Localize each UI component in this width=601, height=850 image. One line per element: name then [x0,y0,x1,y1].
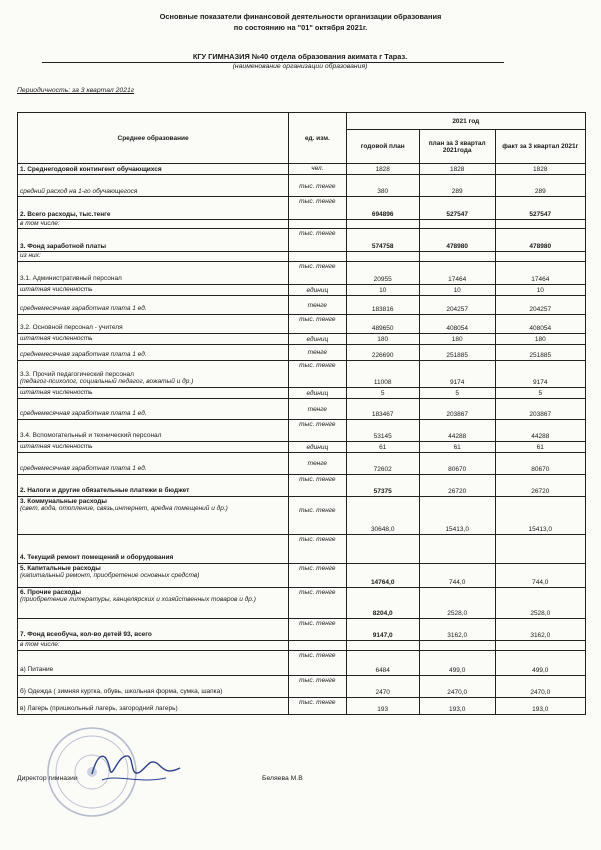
table-row: 3. Коммунальные расходы (свет, вода, отопление, связь,интернет, аредна помещений и др.) тыс. тенге 30648,0 15413,0 15413,0 [18,496,586,534]
director-label: Директор гимназии [17,775,78,782]
table-row: штатная численность единиц 5 5 5 [18,387,586,398]
table-row: 6. Прочие расходы (приобретение литературы, канцелярских и хозяйственных товаров и др.) тыс. тенге 8204,0 2528,0 2528,0 [18,587,586,618]
financial-table [17,112,586,715]
director-signature [88,744,184,790]
table-row: в том числе: [18,220,586,229]
table-row: штатная численность единиц 180 180 180 [18,333,586,344]
periodicity: Периодичность: за 3 квартал 2021г [17,87,135,94]
table-row: б) Одежда ( зимняя куртка, обувь, школьная форма, сумка, шапка) тыс. тенге 2470 2470,0 2470,0 [18,675,586,697]
table-row: 3. Фонд заработной платы тыс. тенге 574758 478980 478980 [18,229,586,252]
table-row: в том числе: [18,640,586,650]
header-quarter-plan: план за 3 квартал 2021года [419,130,495,164]
table-row: 2. Всего расходы, тыс.тенге тыс. тенге 694896 527547 527547 [18,197,586,220]
organization-caption: (наименование организации образования) [232,63,368,70]
header-year: 2021 год [346,113,585,130]
table-row: среднемесячная заработная плата 1 ед. тенге 72602 80670 80670 [18,452,586,474]
table-row: 1. Среднегодовой контингент обучающихся чел. 1828 1828 1828 [18,164,586,175]
table-row: 7. Фонд всеобуча, кол-во детей 93, всего тыс. тенге 9147,0 3162,0 3162,0 [18,618,586,640]
organization-name: КГУ ГИМНАЗИЯ №40 отдела образования акимата г Тараз. [192,52,408,61]
header-quarter-fact: факт за 3 квартал 2021г [495,130,585,164]
header-label: Среднее образование [18,113,289,164]
table-row: а) Питание тыс. тенге 6484 499,0 499,0 [18,650,586,675]
director-name: Беляева М.В [262,775,303,782]
table-row: штатная численность единиц 61 61 61 [18,441,586,452]
table-row: среднемесячная заработная плата 1 ед. тенге 226690 251885 251885 [18,344,586,360]
table-row: в) Лагерь (пришкольный лагерь, загородний лагерь) тыс. тенге 193 193,0 193,0 [18,697,586,714]
table-row: 2. Налоги и другие обязательные платежи в бюджет тыс. тенге 57375 26720 26720 [18,474,586,496]
table-row: из них: [18,252,586,261]
table-row: средний расход на 1-го обучающегося тыс. тенге 380 289 289 [18,175,586,197]
table-row: 3.1. Административный персонал тыс. тенге 20955 17464 17464 [18,261,586,284]
table-row: среднемесячная заработная плата 1 ед. тенге 183467 203867 203867 [18,398,586,419]
table-row: 3.2. Основной персонал - учителя тыс. тенге 489650 408054 408054 [18,314,586,333]
header-annual-plan: годовой план [346,130,419,164]
table-body [18,164,586,715]
report-date: по состоянию на "01" октября 2021г. [233,23,368,32]
table-row: 3.4. Вспомогательный и технический персонал тыс. тенге 53145 44288 44288 [18,419,586,441]
table-row: среднемесячная заработная плата 1 ед. тенге 183816 204257 204257 [18,295,586,314]
table-row: 3.3. Прочий педагогический персонал (педагог-психолог, социальный педагог, вожатый и др.) тыс. тенге 11008 9174 9174 [18,360,586,387]
header-unit: ед. изм. [289,113,346,164]
report-title: Основные показатели финансовой деятельности организации образования [159,12,442,21]
table-row: 5. Капитальные расходы (капитальный ремонт, приобретение основных средств) тыс. тенге 14764,0 744,0 744,0 [18,563,586,587]
table-row: 4. Текущий ремонт помещений и оборудования тыс. тенге [18,534,586,563]
table-row: штатная численность единиц 10 10 10 [18,284,586,295]
